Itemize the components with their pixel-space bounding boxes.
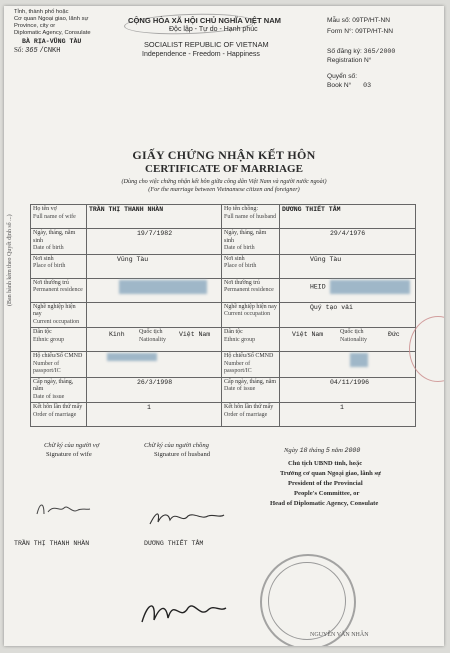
- label-vi: Ngày, tháng, năm sinh: [33, 230, 76, 244]
- label-vi: Kết hôn lần thứ mấy: [224, 404, 274, 410]
- official-line4: People's Committee, or: [294, 490, 360, 497]
- label-en: Place of birth: [33, 263, 66, 269]
- table-row: [31, 403, 416, 427]
- table-row: [31, 328, 416, 352]
- title-en: CERTIFICATE OF MARRIAGE: [145, 163, 303, 175]
- table-row: [31, 205, 416, 229]
- label-en: Permanent residence: [224, 287, 274, 293]
- left-header-line3: Province, city or: [14, 23, 56, 29]
- wife-sig-label-vi: Chữ ký của người vợ: [44, 442, 100, 449]
- label-en: Nationality: [139, 336, 166, 343]
- left-header-line2: Cơ quan Ngoại giao, lãnh sự: [14, 16, 89, 22]
- table-row: [31, 352, 416, 378]
- husband-sig-label-en: Signature of husband: [154, 451, 211, 458]
- label-vi: Nơi sinh: [33, 255, 54, 262]
- wife-sig-label-en: Signature of wife: [46, 451, 92, 458]
- label-en: Ethnic group: [33, 336, 65, 343]
- wife-issue-date-value: 26/3/1998: [137, 378, 173, 386]
- wife-nationality-value: Việt Nam: [179, 331, 211, 338]
- label-en: Date of issue: [224, 386, 256, 392]
- husband-dob-value: 29/4/1976: [330, 230, 366, 237]
- margin-text: (Ban hành kèm theo Quyết định số ...): [7, 214, 13, 306]
- form-en: Form N°: 09TP/HT-NN: [327, 28, 394, 35]
- title-note-en: (For the marriage between Vietnamese citizen and foreigner): [148, 186, 300, 193]
- title-note-vi: (Dùng cho việc chứng nhận kết hôn giữa công dân Việt Nam và người nước ngoài): [121, 178, 327, 185]
- husband-name-value: DƯƠNG THIẾT TÂM: [282, 206, 341, 213]
- label-vi: Dân tộc: [33, 329, 52, 335]
- label-en: Current occupation: [224, 311, 271, 317]
- label-vi: Quốc tịch: [340, 329, 364, 335]
- so-label: Số:: [14, 46, 24, 54]
- label-en: Permanent residence: [33, 287, 83, 293]
- table-row: [31, 229, 416, 255]
- reg-value: 365/2000: [363, 48, 396, 55]
- label-vi: Nghề nghiệp hiện nay: [224, 303, 277, 310]
- motto-en-2: Independence - Freedom - Happiness: [142, 51, 260, 58]
- label-vi: Họ tên chồng:: [224, 206, 258, 212]
- label-en: Nationality: [340, 336, 367, 343]
- year-label: năm: [331, 447, 343, 454]
- wife-pob-value: Vũng Tàu: [117, 255, 149, 263]
- label-en: Current occupation: [33, 318, 80, 325]
- issue-date: [284, 447, 360, 454]
- husband-occupation-value: Quý tạo vải: [310, 303, 353, 311]
- label-vi: Quốc tịch: [139, 329, 163, 335]
- wife-dob-value: 19/7/1982: [137, 230, 173, 237]
- label-vi: Nơi thường trú: [224, 279, 260, 286]
- table-row: [31, 302, 416, 328]
- motto-en-1: SOCIALIST REPUBLIC OF VIETNAM: [144, 40, 269, 49]
- label-en: Full name of husband: [224, 213, 277, 220]
- wife-marriage-order-value: 1: [147, 404, 151, 411]
- husband-printed-name: DƯƠNG THIẾT TÂM: [144, 540, 204, 547]
- label-en: Number of passport/IC: [33, 360, 61, 374]
- label-en: Full name of wife: [33, 213, 76, 220]
- doc-number: [14, 46, 60, 55]
- official-round-seal-inner: [268, 562, 346, 640]
- official-line1: Chủ tịch UBND tỉnh, hoặc: [288, 460, 363, 467]
- label-vi: Cấp ngày, tháng, năm: [33, 378, 74, 392]
- wife-signature: [34, 500, 94, 520]
- husband-issue-date-value: 04/11/1996: [330, 378, 370, 386]
- official-line5: Head of Diplomatic Agency, Consulate: [270, 500, 379, 507]
- date-prefix: Ngày: [284, 447, 298, 454]
- husband-residence-value: HEID: [310, 282, 326, 290]
- label-vi: Nơi sinh: [224, 255, 245, 262]
- husband-nationality-value: Đức: [388, 331, 400, 338]
- label-en: Order of marriage: [33, 411, 77, 418]
- label-en: Ethnic group: [224, 336, 256, 343]
- husband-sig-label-vi: Chữ ký của người chồng: [144, 442, 209, 449]
- husband-signature: [146, 506, 226, 530]
- signer-name: NGUYỄN VĂN NHÂN: [310, 632, 369, 638]
- husband-pob-value: Vũng Tàu: [310, 255, 342, 263]
- motto-vi-2: Độc lập - Tự do - Hạnh phúc: [169, 26, 258, 33]
- left-header-line1: Tỉnh, thành phố hoặc: [14, 9, 69, 15]
- label-vi: Dân tộc: [224, 329, 243, 335]
- book-label: Quyển số:: [327, 73, 358, 80]
- label-vi: Cấp ngày, tháng, năm: [224, 378, 277, 385]
- table-row: [31, 254, 416, 278]
- official-line3: President of the Provincial: [288, 480, 363, 487]
- form-vi: Mẫu số: 09TP/HT-NN: [327, 17, 391, 24]
- wife-printed-name: TRẦN THỊ THANH NHÀN: [14, 540, 90, 547]
- reg-en: Registration N°: [327, 57, 372, 64]
- redacted-block: [350, 353, 368, 367]
- label-vi: Kết hôn lần thứ mấy: [33, 404, 83, 410]
- book-number: [327, 82, 371, 90]
- redacted-block: [330, 280, 410, 294]
- left-header-line4: Diplomatic Agency, Consulate: [14, 30, 91, 36]
- date-month: 5: [325, 447, 330, 454]
- label-en: Place of birth: [224, 263, 257, 269]
- reg-label: Số đăng ký:: [327, 48, 362, 55]
- redacted-block: [119, 280, 207, 294]
- so-value: 365: [25, 47, 38, 55]
- book-en: Book N°: [327, 82, 352, 89]
- label-vi: Nghề nghiệp hiện nay: [33, 303, 76, 317]
- label-vi: Ngày, tháng, năm sinh: [224, 230, 267, 244]
- label-en: Date of birth: [33, 245, 64, 251]
- wife-ethnic-value: Kinh: [109, 331, 125, 338]
- marriage-details-table: [30, 204, 416, 427]
- table-row: [31, 278, 416, 302]
- label-en: Date of birth: [224, 245, 255, 251]
- title-vi: GIẤY CHỨNG NHẬN KẾT HÔN: [132, 148, 316, 162]
- date-year: 2000: [344, 447, 361, 454]
- authority-name: BÀ RỊA-VŨNG TÀU: [22, 38, 82, 45]
- wife-name-value: TRẦN THỊ THANH NHÀN: [89, 206, 164, 213]
- official-line2: Trưởng cơ quan Ngoại giao, lãnh sự: [280, 470, 382, 477]
- label-en: Number of passport/IC: [224, 360, 252, 374]
- motto-vi-1: CỘNG HÒA XÃ HỘI CHỦ NGHĨA VIỆT NAM: [128, 16, 282, 25]
- label-vi: Nơi thường trú: [33, 279, 69, 286]
- marriage-certificate-page: [4, 6, 444, 646]
- month-label: tháng: [309, 447, 325, 454]
- table-row: [31, 377, 416, 403]
- label-en: Order of marriage: [224, 411, 268, 418]
- book-value: 03: [363, 82, 372, 89]
- husband-marriage-order-value: 1: [340, 404, 344, 411]
- date-day: 18: [299, 447, 308, 454]
- label-vi: Hộ chiếu/Số CMND: [33, 353, 83, 359]
- redacted-block: [107, 353, 157, 361]
- so-suffix: /CNKH: [39, 47, 61, 55]
- official-signature: [138, 592, 228, 632]
- label-en: Date of issue: [33, 393, 65, 400]
- label-vi: Hộ chiếu/Số CMND: [224, 353, 274, 359]
- husband-ethnic-value: Việt Nam: [292, 331, 324, 338]
- label-vi: Họ tên vợ: [33, 206, 57, 212]
- reg-number: [327, 48, 395, 56]
